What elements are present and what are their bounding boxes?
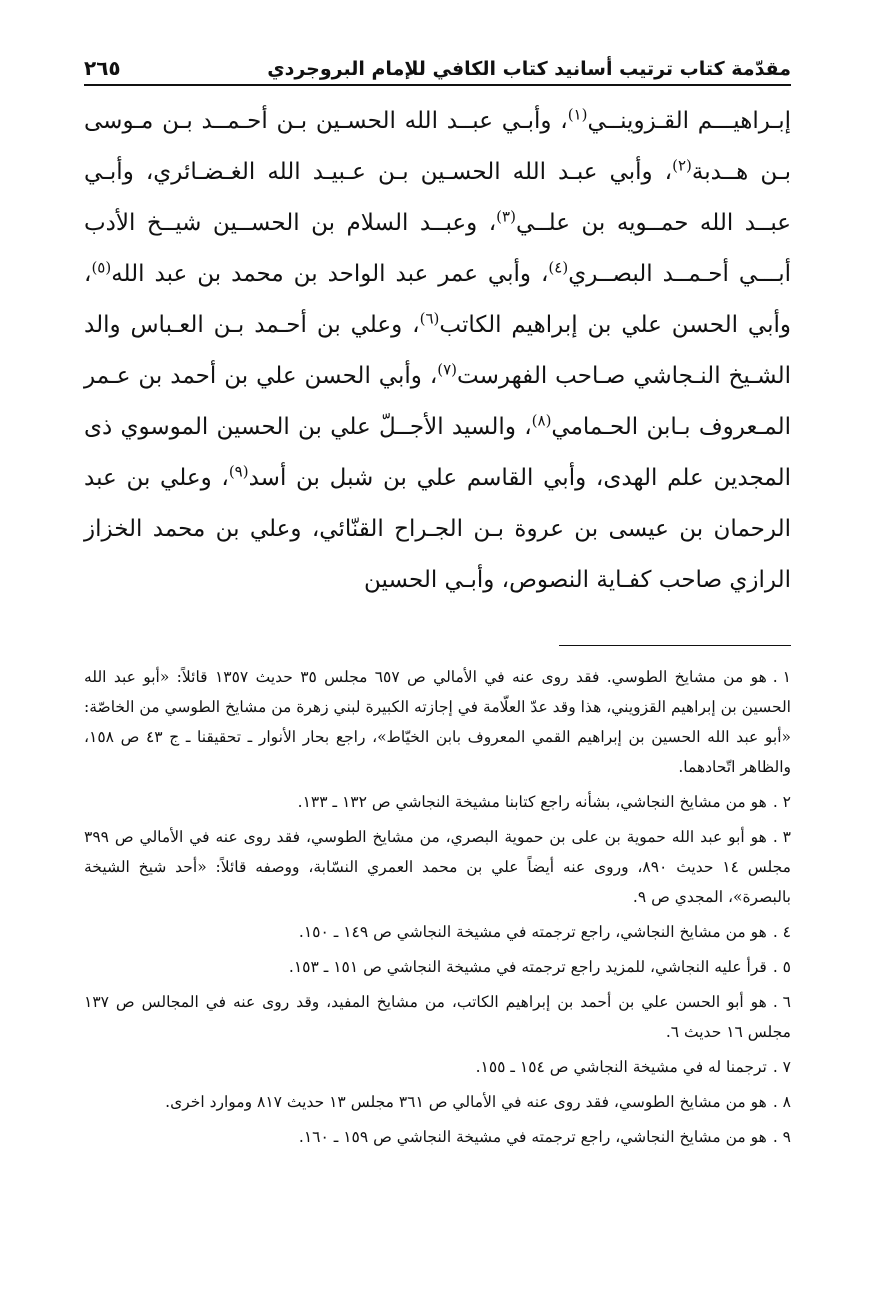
footnote-item [84, 822, 791, 912]
footnote-item [84, 987, 791, 1047]
footnote-ref-5: (٥) [91, 258, 112, 277]
footnote-item [84, 952, 791, 982]
footnote-ref-9: (٩) [228, 462, 249, 481]
footnote-number: ٣ . [772, 828, 791, 846]
text-segment: ، والسيد الأجــلّ علي بن الحسين الموسوي ذى المجدين علم الهدى، وأبي القاسم علي بن شبل بن أسد [84, 414, 791, 491]
main-paragraph [84, 96, 791, 606]
text-segment: ، وعلي بن عبد الرحمان بن عيسى بن عروة بـن الجـراح القنّائي، وعلي بن محمد الخزاز الرازي صاحب كفـاية النصوص، وأبـي الحسين [84, 465, 791, 593]
footnote-number: ٦ . [772, 993, 791, 1011]
footnote-number: ٥ . [772, 958, 791, 976]
footnote-text: هو من مشايخ النجاشي، راجع ترجمته في مشيخة النجاشي ص ١٤٩ ـ ١٥٠. [298, 923, 767, 941]
footnote-number: ٩ . [772, 1128, 791, 1146]
footnote-text: قرأ عليه النجاشي، للمزيد راجع ترجمته في مشيخة النجاشي ص ١٥١ ـ ١٥٣. [288, 958, 767, 976]
page-header [84, 40, 791, 86]
footnote-number: ١ . [772, 668, 791, 686]
footnote-text: هو من مشايخ الطوسي. فقد روى عنه في الأمالي ص ٦٥٧ مجلس ٣٥ حديث ١٣٥٧ قائلاً: «أبو عبد الله الحسين بن إبراهيم القزويني، هذا وقد عدّ العلّامة في إجازته الكبيرة لبني زهرة من مشايخ الطوسي من الخاصّة: «أبو عبد الله الحسين بن إبراهيم القمي المعروف بابن الخيّاط»، راجع بحار الأنوار ـ تحقيقنا ـ ج ٤٣ ص ١٥٨، والظاهر اتّحادهما. [84, 668, 792, 776]
footnote-text: هو أبو الحسن علي بن أحمد بن إبراهيم الكاتب، من مشايخ المفيد، وقد روى عنه في المجالس ص ١٣٧ مجلس ١٦ حديث ٦. [84, 993, 791, 1041]
footnote-item [84, 917, 791, 947]
footnote-number: ٤ . [772, 923, 791, 941]
footnote-ref-3: (٣) [496, 207, 516, 226]
footnote-item [84, 787, 791, 817]
footnote-item [84, 1087, 791, 1117]
footnote-ref-1: (١) [567, 105, 588, 124]
running-title: مقدّمة كتاب ترتيب أسانيد كتاب الكافي للإمام البروجردي [267, 58, 791, 80]
footnote-text: هو من مشايخ النجاشي، بشأنه راجع كتابنا مشيخة النجاشي ص ١٣٢ ـ ١٣٣. [297, 793, 767, 811]
footnote-item [84, 1122, 791, 1152]
text-segment: ، وأبي عمر عبد الواحد بن محمد بن عبد الله [111, 261, 549, 287]
text-segment: ، وأبي الحسن علي بن إبراهيم الكاتب [84, 261, 792, 338]
footnotes-list [84, 662, 791, 1157]
page-number: ٢٦٥ [84, 56, 121, 80]
text-segment: ، وأبـي عبــد الله الحسـين بـن أحـمــد بـن مـوسى بـن هــدبة [84, 108, 791, 185]
footnote-number: ٧ . [772, 1058, 791, 1076]
footnote-item [84, 1052, 791, 1082]
text-segment: ، وعبــد السلام بن الحســين شيــخ الأدب أبـــي أحـمــد البصــري [84, 210, 791, 287]
main-text [84, 96, 791, 606]
footnote-text: هو من مشايخ النجاشي، راجع ترجمته في مشيخة النجاشي ص ١٥٩ ـ ١٦٠. [298, 1128, 767, 1146]
text-segment: ، وأبي عبـد الله الحسـين بـن عـبيـد الله الغـضـائري، وأبـي عبــد الله حمــويه بن علــي [84, 159, 791, 236]
footnote-ref-2: (٢) [672, 156, 692, 175]
footnote-number: ٨ . [772, 1093, 791, 1111]
text-segment: ، وأبي الحسن علي بن أحمد بن عـمر المـعروف بـابن الحـمامي [84, 363, 791, 440]
footnote-separator [559, 645, 791, 646]
footnote-text: هو من مشايخ الطوسي، فقد روى عنه في الأمالي ص ٣٦١ مجلس ١٣ حديث ٨١٧ وموارد اخرى. [165, 1093, 767, 1111]
text-segment: إبـراهيـــم القـزوينــي [587, 108, 791, 134]
footnote-ref-8: (٨) [531, 411, 552, 430]
footnote-text: ترجمنا له في مشيخة النجاشي ص ١٥٤ ـ ١٥٥. [475, 1058, 767, 1076]
footnote-ref-4: (٤) [548, 258, 569, 277]
footnote-ref-7: (٧) [437, 360, 458, 379]
footnote-ref-6: (٦) [419, 309, 440, 328]
text-segment: ، وعلي بن أحـمد بـن العـباس والد الشـيخ النـجاشي صـاحب الفهرست [84, 312, 791, 389]
footnote-item [84, 662, 791, 782]
footnote-text: هو أبو عبد الله حموية بن على بن حموية البصري، من مشايخ الطوسي، فقد روى عنه في الأمالي ص ٣٩٩ مجلس ١٤ حديث ٨٩٠، وروى عنه أيضاً علي بن محمد العمري النسّابة، ووصفه قائلاً: «أحد شيخ الشيخة بالبصرة»، المجدي ص ٩. [84, 828, 791, 906]
footnote-number: ٢ . [772, 793, 791, 811]
